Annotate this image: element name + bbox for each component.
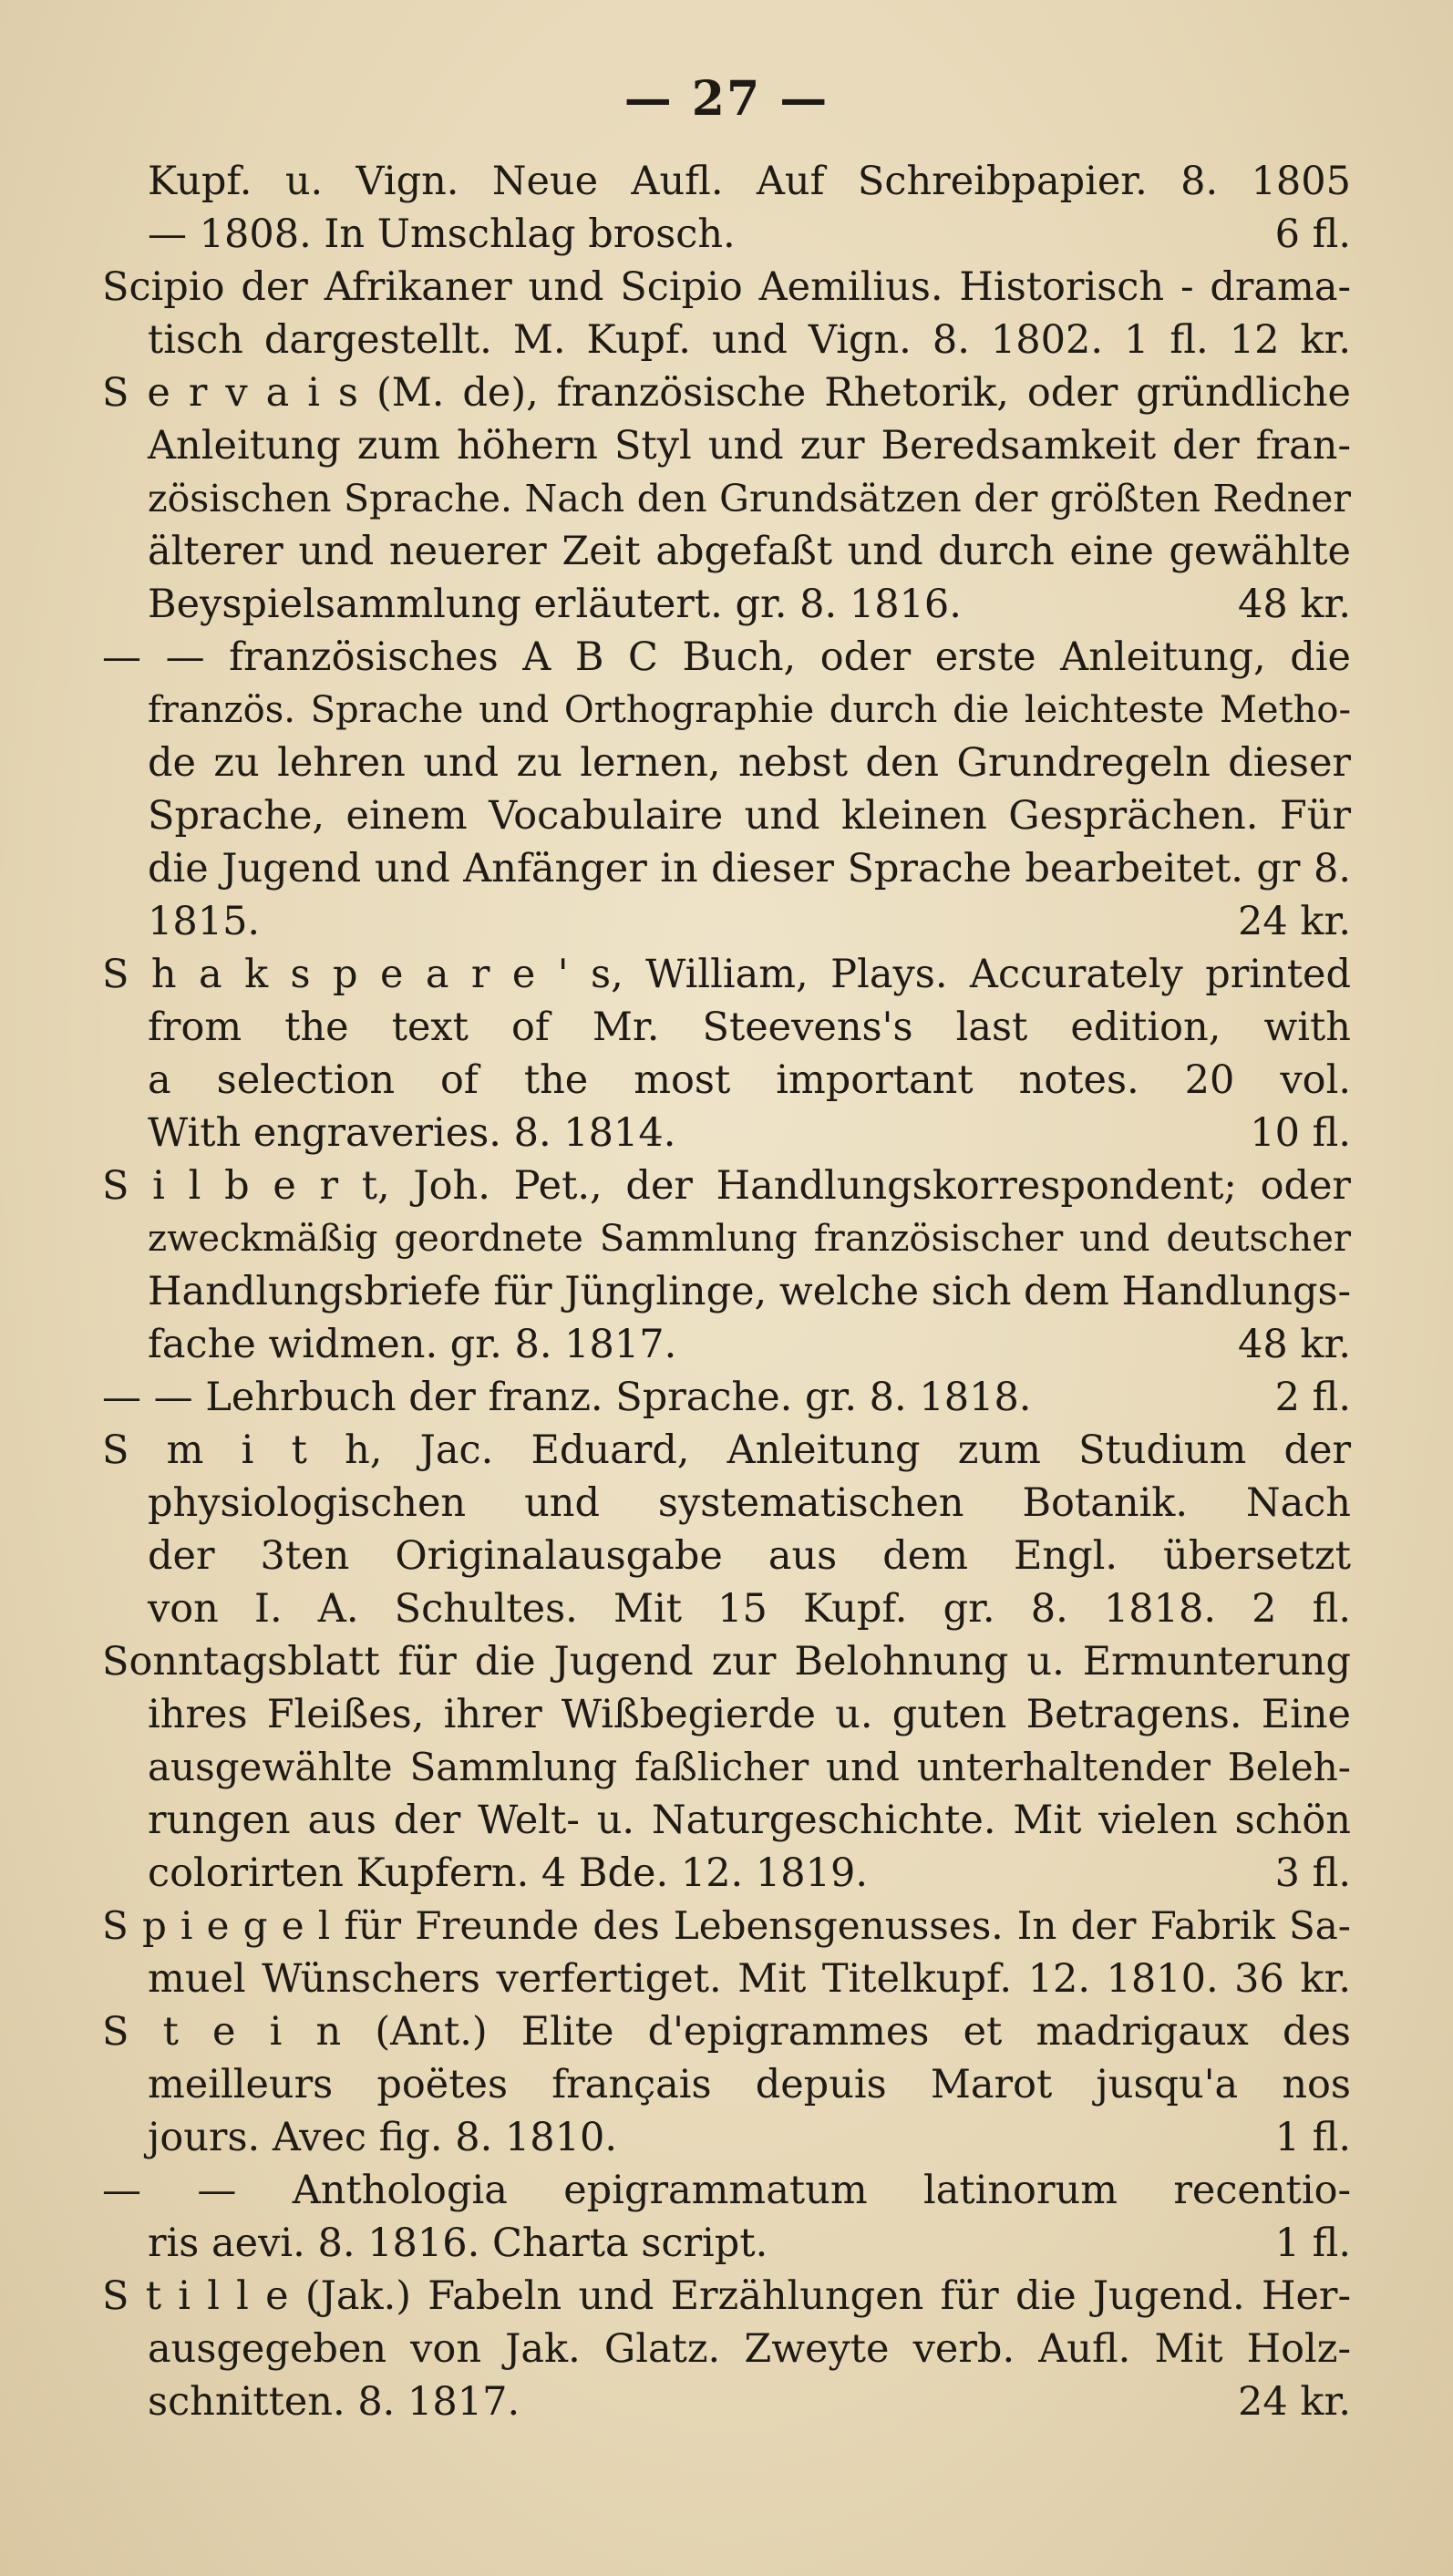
catalog-line bbox=[102, 2270, 1351, 2323]
line-text: ausgewählte Sammlung faßlicher und unterhaltender Beleh- bbox=[148, 1745, 1351, 1789]
catalog-line bbox=[102, 1688, 1351, 1741]
line-text: zösischen Sprache. Nach den Grundsätzen der größten Redner bbox=[148, 477, 1351, 520]
price: 1 fl. bbox=[1274, 2115, 1351, 2160]
line-text: schnitten. 8. 1817. bbox=[148, 2379, 520, 2425]
catalog-line bbox=[102, 1953, 1351, 2005]
page-number: — 27 — bbox=[623, 71, 830, 127]
line-text: S h a k s p e a r e ' s, William, Plays. Accurately printed bbox=[102, 952, 1351, 997]
line-text: jours. Avec fig. 8. 1810. bbox=[148, 2115, 618, 2160]
line-text: Handlungsbriefe für Jünglinge, welche sich dem Handlungs- bbox=[148, 1269, 1352, 1314]
catalog-line bbox=[102, 1212, 1351, 1265]
catalog-line bbox=[102, 1001, 1351, 1054]
catalog-line bbox=[102, 2375, 1351, 2428]
catalog-line bbox=[102, 1054, 1351, 1107]
line-text: von I. A. Schultes. Mit 15 Kupf. gr. 8. 1818. 2 fl. bbox=[148, 1586, 1351, 1632]
price: 24 kr. bbox=[1238, 899, 1351, 944]
line-text: S p i e g e l für Freunde des Lebensgenusses. In der Fabrik Sa- bbox=[102, 1903, 1351, 1948]
line-text: Sonntagsblatt für die Jugend zur Belohnung u. Ermunterung bbox=[102, 1639, 1351, 1685]
line-text: physiologischen und systematischen Botanik. Nach bbox=[148, 1480, 1351, 1526]
line-text: With engraveries. 8. 1814. bbox=[148, 1110, 676, 1156]
catalog-line bbox=[102, 1582, 1351, 1635]
line-text: S e r v a i s (M. de), französische Rhetorik, oder gründliche bbox=[102, 370, 1351, 416]
catalog-line bbox=[102, 1371, 1351, 1424]
catalog-line bbox=[102, 1265, 1351, 1318]
price: 10 fl. bbox=[1250, 1110, 1351, 1156]
catalog-line bbox=[102, 525, 1351, 578]
catalog-line bbox=[102, 155, 1351, 208]
line-text: zweckmäßig geordnete Sammlung französischer und deutscher bbox=[148, 1218, 1351, 1260]
line-text: ihres Fleißes, ihrer Wißbegierde u. guten Betragens. Eine bbox=[148, 1692, 1351, 1737]
catalog-line bbox=[102, 578, 1351, 631]
line-text: Anleitung zum höhern Styl und zur Beredsamkeit der fran- bbox=[148, 423, 1351, 469]
catalog-line bbox=[102, 2005, 1351, 2058]
line-text: muel Wünschers verfertiget. Mit Titelkupf. 12. 1810. 36 kr. bbox=[148, 1956, 1351, 2002]
catalog-line bbox=[102, 1318, 1351, 1371]
line-text: ausgegeben von Jak. Glatz. Zweyte verb. Aufl. Mit Holz- bbox=[148, 2326, 1351, 2372]
line-text: rungen aus der Welt- u. Naturgeschichte. Mit vielen schön bbox=[148, 1798, 1351, 1843]
price: 2 fl. bbox=[1274, 1375, 1351, 1420]
line-text: — — Anthologia epigrammatum latinorum recentio- bbox=[102, 2168, 1351, 2213]
line-text: tisch dargestellt. M. Kupf. und Vign. 8. 1802. 1 fl. 12 kr. bbox=[148, 317, 1351, 363]
catalog-line bbox=[102, 366, 1351, 419]
line-text: ris aevi. 8. 1816. Charta script. bbox=[148, 2221, 768, 2266]
catalog-line bbox=[102, 1635, 1351, 1688]
price: 48 kr. bbox=[1238, 582, 1351, 627]
catalog-line bbox=[102, 1847, 1351, 1900]
catalog-line bbox=[102, 948, 1351, 1001]
catalog-line bbox=[102, 2111, 1351, 2164]
line-text: S t e i n (Ant.) Elite d'epigrammes et madrigaux des bbox=[102, 2009, 1351, 2055]
catalog-line bbox=[102, 1794, 1351, 1847]
catalog-line bbox=[102, 842, 1351, 895]
line-text: de zu lehren und zu lernen, nebst den Grundregeln dieser bbox=[148, 740, 1351, 786]
catalog-line bbox=[102, 1424, 1351, 1477]
catalog-line bbox=[102, 2058, 1351, 2111]
line-text: Scipio der Afrikaner und Scipio Aemilius. Historisch - drama- bbox=[102, 264, 1351, 310]
catalog-line bbox=[102, 1530, 1351, 1582]
line-text: — 1808. In Umschlag brosch. bbox=[148, 211, 736, 257]
line-text: Beyspielsammlung erläutert. gr. 8. 1816. bbox=[148, 582, 962, 627]
catalog-line bbox=[102, 472, 1351, 525]
line-text: colorirten Kupfern. 4 Bde. 12. 1819. bbox=[148, 1850, 868, 1896]
price: 48 kr. bbox=[1238, 1322, 1351, 1367]
catalog-entries bbox=[102, 155, 1351, 2428]
line-text: älterer und neuerer Zeit abgefaßt und durch eine gewählte bbox=[148, 529, 1351, 574]
catalog-line bbox=[102, 1741, 1351, 1794]
line-text: S m i t h, Jac. Eduard, Anleitung zum Studium der bbox=[102, 1427, 1351, 1473]
catalog-line bbox=[102, 2164, 1351, 2217]
line-text: Kupf. u. Vign. Neue Aufl. Auf Schreibpapier. 8. 1805 bbox=[148, 159, 1351, 204]
line-text: S i l b e r t, Joh. Pet., der Handlungskorrespondent; oder bbox=[102, 1163, 1351, 1209]
price: 24 kr. bbox=[1238, 2379, 1351, 2425]
catalog-line bbox=[102, 789, 1351, 842]
line-text: from the text of Mr. Steevens's last edition, with bbox=[148, 1005, 1351, 1050]
catalog-line bbox=[102, 684, 1351, 737]
catalog-line bbox=[102, 1159, 1351, 1212]
catalog-line bbox=[102, 737, 1351, 789]
catalog-line bbox=[102, 314, 1351, 366]
price: 1 fl. bbox=[1274, 2221, 1351, 2266]
catalog-line bbox=[102, 2217, 1351, 2270]
line-text: S t i l l e (Jak.) Fabeln und Erzählungen für die Jugend. Her- bbox=[102, 2273, 1351, 2319]
catalog-line bbox=[102, 1477, 1351, 1530]
line-text: — — französisches A B C Buch, oder erste Anleitung, die bbox=[102, 634, 1351, 680]
price: 3 fl. bbox=[1274, 1850, 1351, 1896]
catalog-line bbox=[102, 261, 1351, 314]
catalog-line bbox=[102, 2323, 1351, 2375]
catalog-line bbox=[102, 208, 1351, 261]
line-text: die Jugend und Anfänger in dieser Sprache bearbeitet. gr 8. bbox=[148, 846, 1351, 891]
line-text: fache widmen. gr. 8. 1817. bbox=[148, 1322, 677, 1367]
catalog-line bbox=[102, 631, 1351, 684]
catalog-line bbox=[102, 895, 1351, 948]
catalog-line bbox=[102, 1107, 1351, 1159]
line-text: meilleurs poëtes français depuis Marot jusqu'a nos bbox=[148, 2062, 1351, 2107]
line-text: Sprache, einem Vocabulaire und kleinen Gesprächen. Für bbox=[148, 793, 1351, 839]
line-text: a selection of the most important notes. 20 vol. bbox=[148, 1057, 1351, 1103]
line-text: der 3ten Originalausgabe aus dem Engl. übersetzt bbox=[148, 1533, 1351, 1579]
price: 6 fl. bbox=[1274, 211, 1351, 257]
catalog-line bbox=[102, 419, 1351, 472]
line-text: französ. Sprache und Orthographie durch die leichteste Metho- bbox=[148, 689, 1351, 731]
catalog-line bbox=[102, 1900, 1351, 1953]
line-text: — — Lehrbuch der franz. Sprache. gr. 8. 1818. bbox=[102, 1375, 1032, 1420]
line-text: 1815. bbox=[148, 899, 261, 944]
